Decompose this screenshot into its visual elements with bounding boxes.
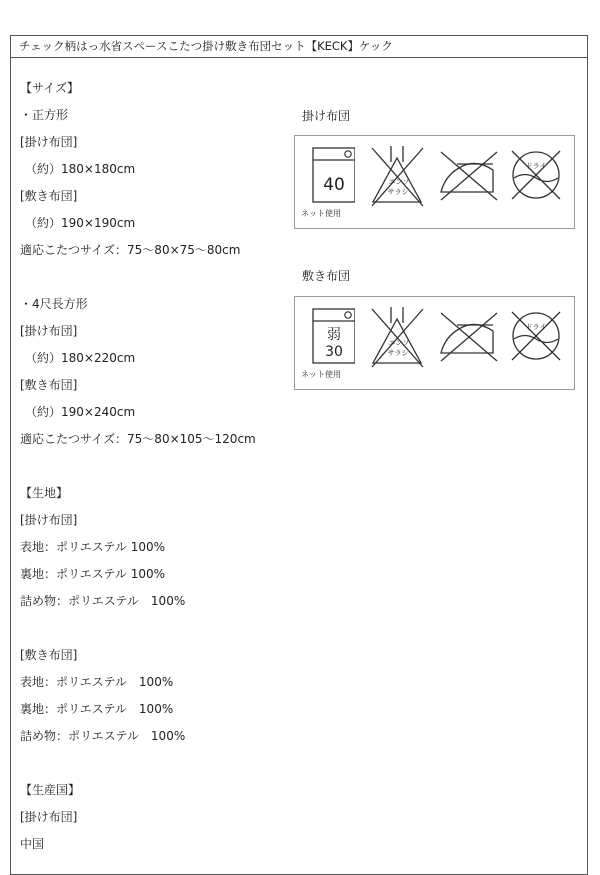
care-kake-box	[294, 135, 575, 229]
material-heading: 【生地】	[20, 486, 69, 500]
wash-mode-text: 弱	[327, 327, 341, 343]
bleach-text-1: エンソ	[388, 339, 410, 347]
care-shiki-title: 敷き布団	[302, 269, 351, 283]
spec-frame	[10, 35, 588, 875]
dry-text: ドライ	[525, 162, 547, 170]
material-kake-tsume: 詰め物：ポリエステル 100%	[20, 594, 186, 608]
rect-label: ・4尺長方形	[20, 297, 88, 311]
material-shiki-label: [敷き布団]	[20, 648, 78, 662]
material-kake-label: [掛け布団]	[20, 513, 78, 527]
material-shiki-omote: 表地：ポリエステル 100%	[20, 675, 174, 689]
material-kake-ura: 裏地：ポリエステル 100%	[20, 567, 166, 581]
size-heading: 【サイズ】	[20, 81, 80, 95]
rect-kake-value: （約）180×220cm	[25, 351, 136, 365]
no-iron-icon	[435, 144, 501, 206]
material-shiki-ura: 裏地：ポリエステル 100%	[20, 702, 174, 716]
square-shiki-value: （約）190×190cm	[25, 216, 136, 230]
rect-shiki-label: [敷き布団]	[20, 378, 78, 392]
square-kotatsu-size: 適応こたつサイズ：75〜80×75〜80cm	[20, 243, 241, 257]
care-kake-title: 掛け布団	[302, 109, 351, 123]
wash-temp-text: 40	[323, 175, 345, 195]
rect-shiki-value: （約）190×240cm	[25, 405, 136, 419]
square-kake-label: [掛け布団]	[20, 135, 78, 149]
rect-kotatsu-size: 適応こたつサイズ：75〜80×105〜120cm	[20, 432, 256, 446]
no-dry-clean-icon	[505, 144, 567, 206]
no-chlorine-bleach-icon	[367, 144, 427, 214]
wash-temp-text: 30	[325, 344, 343, 360]
dry-text: ドライ	[525, 323, 547, 331]
square-label: ・正方形	[20, 108, 69, 122]
bleach-text-1: エンソ	[388, 178, 410, 186]
bleach-text-2: サラシ	[387, 188, 409, 196]
material-shiki-tsume: 詰め物：ポリエステル 100%	[20, 729, 186, 743]
square-kake-value: （約）180×180cm	[25, 162, 136, 176]
net-label: ネット使用	[301, 370, 341, 379]
square-shiki-label: [敷き布団]	[20, 189, 78, 203]
origin-heading: 【生産国】	[20, 783, 81, 797]
material-kake-omote: 表地：ポリエステル 100%	[20, 540, 166, 554]
no-dry-clean-icon	[505, 305, 567, 367]
bleach-text-2: サラシ	[387, 349, 409, 357]
rect-kake-label: [掛け布団]	[20, 324, 78, 338]
wash-tub-icon	[305, 144, 355, 206]
wash-tub-icon	[305, 305, 355, 367]
no-iron-icon	[435, 305, 501, 367]
net-label: ネット使用	[301, 209, 341, 218]
origin-country: 中国	[20, 837, 45, 851]
no-chlorine-bleach-icon	[367, 305, 427, 375]
origin-kake-label: [掛け布団]	[20, 810, 78, 824]
product-title: チェック柄はっ水省スペースこたつ掛け敷き布団セット【KECK】ケック	[11, 36, 587, 58]
care-shiki-box	[294, 296, 575, 390]
